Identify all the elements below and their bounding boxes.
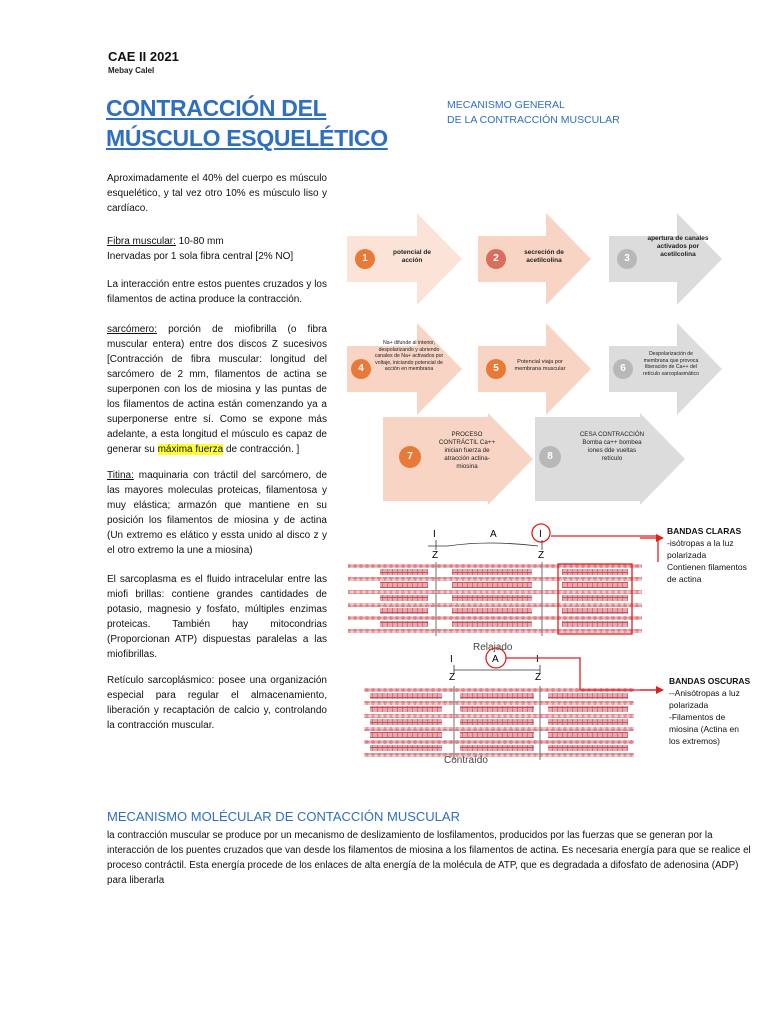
label-i-left: I [433, 529, 436, 540]
interaction-paragraph: La interacción entre estos puentes cruzados y los filamentos de actina produce la contracción. [107, 279, 327, 305]
contracted-labels [449, 648, 541, 683]
relaxed-labels [428, 524, 550, 561]
step-number-6: 6 [613, 359, 633, 379]
flow-step-8 [535, 413, 685, 505]
fiber-value: 10-80 mm [175, 236, 224, 247]
flow-step-4 [347, 323, 462, 415]
dark-bands-line-5: los extremos) [669, 736, 721, 746]
titin-text: maquinaria con tráctil del sarcómero, de las mayores moleculas proteicas, filamentosa y muy elástica; armazón que mantiene en su posición los filamentos de miosina y de actina (Un extremo es elático y essta unido al disco z y el otro extremo la une a miosina) [107, 470, 327, 556]
light-bands-title: BANDAS CLARAS [667, 526, 742, 536]
subtitle-line-2: DE LA CONTRACCIÓN MUSCULAR [447, 114, 620, 126]
fiber-paragraph [107, 234, 327, 264]
sarcomere-paragraph [107, 322, 327, 457]
step-text-4: Na+ difunde al interior, despolarizando y abriendo canales de Na+ activados por voltaje, iniciando potencial de acción en membrana [374, 340, 444, 373]
fiber-innervation: Inervadas por 1 sola fibra central [2% NO] [107, 251, 294, 262]
intro-paragraph: Aproximadamente el 40% del cuerpo es músculo esquelético, y tal vez otro 10% es músculo liso y cardíaco. [107, 173, 327, 214]
relaxed-filaments [348, 536, 658, 636]
author-name: Mebay Calel [108, 66, 155, 75]
dark-bands-label [669, 675, 767, 747]
step-text-3: apertura de canales activados por acetilcolina [647, 235, 709, 258]
dark-bands-line-3: -Filamentos de [669, 712, 726, 722]
label-i-left-c: I [450, 654, 453, 665]
contracted-caption: Contraído [444, 755, 488, 766]
reticulum-paragraph: Retículo sarcoplásmico: posee una organización especial para regular el almacenamiento, liberación y recaptación de calcio y, controlando la contracción muscular. [107, 675, 327, 731]
fiber-label: Fibra muscular: [107, 236, 176, 247]
sarcomere-end: de contracción. ] [223, 444, 300, 455]
subtitle-line-1: MECANISMO GENERAL [447, 99, 565, 111]
dark-bands-line-1: --Anisótropas a luz [669, 688, 740, 698]
label-a-top: A [490, 529, 497, 540]
flow-step-7 [383, 413, 533, 505]
label-i-right-c: I [536, 654, 539, 665]
flow-step-6 [609, 323, 722, 415]
step-number-2: 2 [486, 249, 506, 269]
label-z-left: Z [432, 550, 439, 561]
label-a-c: A [492, 654, 499, 665]
step-text-1: potencial de acción [393, 249, 431, 264]
light-bands-line-3: Contienen filamentos [667, 562, 747, 572]
sarcomere-diagram [340, 520, 660, 780]
label-z-right-c: Z [535, 672, 542, 683]
section-heading: MECANISMO MOLÉCULAR DE CONTACCIÓN MUSCULAR [107, 809, 460, 824]
sarcomere-label: sarcómero: [107, 324, 158, 335]
page-title: CONTRACCIÓN DEL MÚSCULO ESQUELÉTICO [106, 95, 388, 151]
max-force-highlight: máxima fuerza [157, 444, 224, 455]
flow-subtitle [447, 98, 647, 128]
contracted-filaments [364, 658, 658, 760]
label-i-right: I [539, 529, 542, 540]
step-number-5: 5 [486, 359, 506, 379]
course-label: CAE II 2021 [108, 49, 179, 64]
step-text-5: Potencial viaja por membrana muscular [514, 359, 566, 372]
label-z-left-c: Z [449, 672, 456, 683]
step-text-2: secreción de acetilcolina [524, 249, 564, 264]
light-bands-line-1: -isótropas a la luz [667, 538, 734, 548]
step-text-7: PROCESO CONTRÁCTIL Ca++ inician fuerza de atracción actina-miosina [438, 431, 496, 470]
step-number-7: 7 [399, 446, 421, 468]
flow-step-2 [478, 213, 591, 305]
band-pointer-arrows [640, 532, 666, 782]
light-bands-line-2: polarizada [667, 550, 707, 560]
flow-step-1 [347, 213, 462, 305]
flow-step-5 [478, 323, 591, 415]
titin-label: Titina: [107, 470, 134, 481]
dark-bands-title: BANDAS OSCURAS [669, 676, 751, 686]
label-z-right: Z [538, 550, 545, 561]
step-number-8: 8 [539, 446, 561, 468]
step-number-1: 1 [355, 249, 375, 269]
dark-bands-line-2: polarizada [669, 700, 709, 710]
dark-bands-line-4: miosina (Actina en [669, 724, 739, 734]
sarcomere-text: porción de miofibrilla (o fibra muscular entera) entre dos discos Z sucesivos [Contracción de fibra muscular: longitud del sarcómero de 2 mm, filamentos de actina se superponen con los de miosina y las puntas de los filamentos de actina están comenzando ya a superponerse entre sí. Como se expone más adelante, a esta longitud el músculo es capaz de generar su [107, 324, 327, 455]
relaxed-caption: Relajado [473, 642, 513, 653]
flow-step-3 [609, 213, 722, 305]
step-number-4: 4 [351, 359, 371, 379]
step-number-3: 3 [617, 249, 637, 269]
titin-paragraph [107, 468, 327, 558]
light-bands-label [667, 525, 767, 585]
light-bands-line-4: de actina [667, 574, 702, 584]
section-body: la contracción muscular se produce por un mecanismo de deslizamiento de losfilamentos, producidos por las fuerzas que se generan por la interacción de los puentes cruzados que van desde los filamentos de miosina a los filamentos de actina. Es necesaria energía para que se realice el proceso contráctil. Esta energía procede de los enlaces de alta energía de la molécula de ATP, que es degradada a difosfato de adenosina (ADP) para liberarla [107, 830, 751, 886]
step-text-6: Despolarización de membrana que provoca liberación de Ca++ del retículo sarcoplasmático [643, 351, 699, 377]
step-text-8: CESA CONTRACCIÓN Bomba ca++ bombea iones dde vueltas retículo [579, 431, 645, 462]
sarcoplasm-paragraph: El sarcoplasma es el fluido intracelular entre las miofi brillas: contiene grandes cantidades de potasio, magnesio y fosfato, múltiples enzimas proteicas. También hay mitocondrias (Proporcionan ATP) dispuestas paralelas a las miofibrillas. [107, 574, 327, 660]
